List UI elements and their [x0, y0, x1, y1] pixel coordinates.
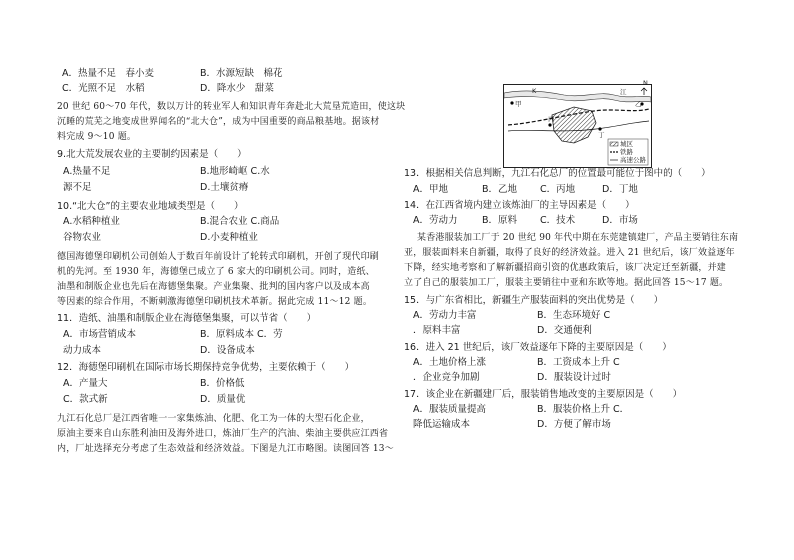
map-label-n: N	[643, 79, 648, 87]
q10-option-d[interactable]: D.小麦种植业	[200, 232, 258, 243]
q12-option-a[interactable]: A．产量大	[63, 378, 108, 389]
passage3-line: 原油主要来自山东胜利油田及海外进口，炼油厂生产的汽油、柴油主要供应江西省	[57, 429, 389, 439]
q10-option-a[interactable]: A.水稻种植业	[63, 216, 120, 227]
q15-option-d[interactable]: D．交通便利	[537, 325, 592, 336]
q17-option-a[interactable]: A．服装质量提高	[413, 404, 486, 415]
legend-city-label: 城区	[620, 140, 633, 148]
q12-option-d[interactable]: D．质量优	[200, 394, 246, 405]
q10-stem: 10.“北大仓”的主要农业地域类型是（ ）	[57, 201, 244, 212]
map-label-ding: 丁	[598, 131, 605, 139]
legend-rail-label: 铁路	[620, 148, 633, 156]
passage1-line: 沉睡的荒芜之地变成世界闻名的“北大仓”，成为中国重要的商品粮基地。据该材	[57, 117, 380, 127]
q15-stem: 15．与广东省相比，新疆生产服装面料的突出优势是（ ）	[404, 295, 664, 306]
jiujiang-map	[503, 79, 652, 168]
city-area-shape	[552, 107, 596, 143]
q12-stem: 12．海德堡印刷机在国际市场长期保持竞争优势，主要依赖于（ ）	[57, 362, 355, 373]
passage1-line: 料完成 9～10 题。	[57, 132, 137, 142]
q16-option-a[interactable]: A．土地价格上涨	[413, 357, 486, 368]
passage2-line: 机的先河。至 1930 年，海德堡已成立了 6 家大的印刷机公司。同时，造纸、	[57, 267, 375, 277]
map-label-bing: 丙	[548, 115, 555, 123]
q9-option-d[interactable]: D.土壤贫瘠	[200, 182, 249, 193]
site-jia-dot	[510, 101, 513, 104]
passage4-line: 立了自己的服装加工厂，服装主要销往中亚和东欧等地。据此回答 15～17 题。	[404, 278, 729, 288]
q14-option-d[interactable]: D．市场	[602, 215, 638, 226]
q8-option-b[interactable]: B．水源短缺 棉花	[200, 68, 283, 79]
passage1-line: 20 世纪 60～70 年代，数以万计的转业军人和知识青年奔赴北大荒垦荒造田，使这块	[57, 102, 406, 112]
site-bing-dot	[548, 123, 551, 126]
map-label-yi: 乙	[635, 100, 642, 108]
q9-stem: 9.北大荒发展农业的主要制约因素是（ ）	[57, 149, 247, 160]
q17-option-c-continued[interactable]: 降低运输成本	[413, 419, 471, 430]
q15-option-b[interactable]: B．生态环境好 C	[537, 310, 611, 321]
river-shape	[504, 91, 651, 102]
passage2-line: 等因素的综合作用，不断刺激海德堡印刷机技术革新。据此完成 11～12 题。	[57, 297, 373, 307]
passage4-line: 某香港服装加工厂于 20 世纪 90 年代中期在东莞建镇建厂，产品主要销往东南	[417, 233, 739, 243]
q12-option-c[interactable]: C．款式新	[63, 394, 108, 405]
q14-stem: 14．在江西省境内建立该炼油厂的主导因素是（ ）	[404, 200, 635, 211]
passage2-line: 德国海德堡印刷机公司创始人于数百年前设计了轮转式印刷机，开创了现代印刷	[57, 252, 380, 262]
legend-city-swatch	[610, 142, 618, 146]
q11-option-c-continued[interactable]: 动力成本	[63, 345, 102, 356]
q17-stem: 17．该企业在新疆建厂后，服装销售地改变的主要原因是（ ）	[404, 389, 683, 400]
passage2-line: 油墨和制版企业也先后在海德堡集聚。产业集聚、批判的国内客户以及成本高	[57, 282, 370, 292]
q10-option-c-continued[interactable]: 谷物农业	[63, 232, 102, 243]
q9-option-c-continued[interactable]: 源不足	[63, 182, 92, 193]
q17-option-b[interactable]: B．服装价格上升 C．	[537, 404, 630, 415]
q9-option-b[interactable]: B.地形崎岖 C.水	[200, 166, 270, 177]
q14-option-c[interactable]: C．技术	[540, 215, 576, 226]
passage4-line: 下降，经实地考察和了解新疆招商引资的优惠政策后，该厂决定迁至新疆，并建	[404, 263, 727, 273]
q11-stem: 11．造纸、油墨和制版企业在海德堡集聚，可以节省（ ）	[57, 313, 317, 324]
passage4-line: 亚，服装面料来自新疆，取得了良好的经济效益。进入 21 世纪后，该厂效益逐年	[404, 248, 735, 258]
q11-option-b[interactable]: B．原料成本 C．劳	[200, 329, 283, 340]
q11-option-d[interactable]: D．设备成本	[200, 345, 255, 356]
q16-stem: 16．进入 21 世纪后，该厂效益逐年下降的主要原因是（ ）	[404, 342, 672, 353]
q13-option-b[interactable]: B．乙地	[482, 184, 518, 195]
q16-option-c-continued[interactable]: ．企业竞争加剧	[413, 372, 480, 383]
q13-option-d[interactable]: D．丁地	[602, 184, 638, 195]
q8-option-d[interactable]: D．降水少 甜菜	[200, 83, 274, 94]
q12-option-b[interactable]: B．价格低	[200, 378, 245, 389]
map-label-jia: 甲	[515, 100, 522, 108]
passage3-line: 内，厂址选择充分考虑了生态效益和经济效益。下图是九江市略图。读图回答 13～	[57, 444, 394, 454]
legend-road-label: 高速公路	[620, 156, 646, 164]
q9-option-a[interactable]: A.热量不足	[63, 166, 111, 177]
q14-option-a[interactable]: A．劳动力	[413, 215, 458, 226]
q11-option-a[interactable]: A．市场营销成本	[63, 329, 136, 340]
north-arrow-icon	[641, 88, 647, 95]
q8-option-c[interactable]: C．光照不足 水稻	[62, 83, 145, 94]
q14-option-b[interactable]: B．原料	[482, 215, 518, 226]
q8-option-a[interactable]: A．热量不足 春小麦	[62, 68, 154, 79]
q13-option-a[interactable]: A．甲地	[413, 184, 448, 195]
passage3-line: 九江石化总厂是江西省唯一一家集炼油、化肥、化工为一体的大型石化企业，	[57, 414, 370, 424]
q16-option-d[interactable]: D．服装设计过时	[537, 372, 611, 383]
q13-stem: 13．根据相关信息判断，九江石化总厂的位置最可能位于图中的（ ）	[404, 168, 711, 179]
q17-option-d[interactable]: D．方便了解市场	[537, 419, 611, 430]
q16-option-b[interactable]: B．工资成本上升 C	[537, 357, 620, 368]
q10-option-b[interactable]: B.混合农业 C.商品	[200, 216, 280, 227]
q13-option-c[interactable]: C．丙地	[540, 184, 576, 195]
q15-option-a[interactable]: A．劳动力丰富	[413, 310, 477, 321]
q15-option-c-continued[interactable]: ．原料丰富	[413, 325, 461, 336]
map-label-jiang: 江	[620, 88, 627, 96]
map-label-k: K	[532, 87, 537, 95]
